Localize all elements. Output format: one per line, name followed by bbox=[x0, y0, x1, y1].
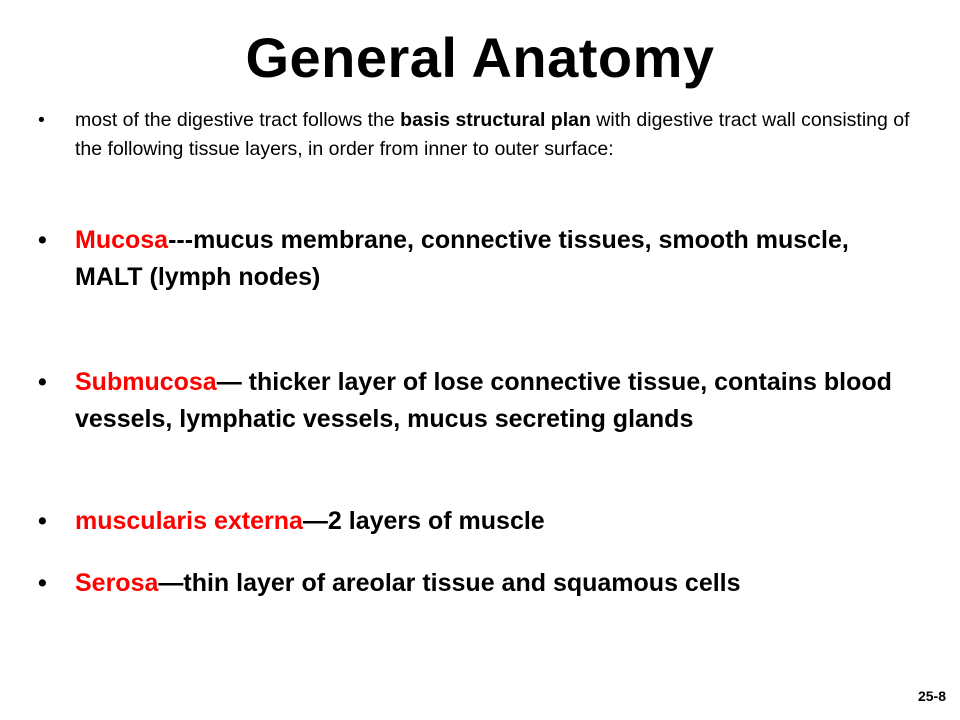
bullet-icon: • bbox=[38, 226, 47, 254]
layer-item-submucosa bbox=[38, 364, 918, 438]
layer-text bbox=[75, 503, 918, 540]
layer-description: —thin layer of areolar tissue and squamous cells bbox=[158, 569, 741, 597]
layer-term: Submucosa bbox=[75, 368, 217, 396]
intro-text-start: most of the digestive tract follows the bbox=[75, 109, 401, 131]
bullet-icon: • bbox=[38, 507, 47, 535]
layer-description: ---mucus membrane, connective tissues, smooth muscle, MALT (lymph nodes) bbox=[75, 226, 849, 291]
layer-description: —2 layers of muscle bbox=[302, 507, 545, 535]
bullet-icon: • bbox=[38, 368, 47, 396]
layer-item-mucosa bbox=[38, 222, 918, 296]
layer-item-serosa bbox=[38, 565, 918, 602]
layer-item-muscularis-externa bbox=[38, 503, 918, 540]
layer-term: Mucosa bbox=[75, 226, 169, 254]
intro-bullet bbox=[38, 106, 918, 164]
layer-description: — thicker layer of lose connective tissue, contains blood vessels, lymphatic vessels, mucus secreting glands bbox=[75, 368, 892, 433]
layer-term: Serosa bbox=[75, 569, 159, 597]
bullet-icon: • bbox=[38, 109, 45, 131]
bullet-icon: • bbox=[38, 569, 47, 597]
slide-title: General Anatomy bbox=[245, 26, 715, 89]
intro-text bbox=[75, 106, 918, 164]
intro-emphasis: basis structural plan bbox=[400, 109, 591, 131]
intro-text-end: with digestive tract wall consisting of the following tissue layers, in order from inner to outer surface: bbox=[75, 109, 910, 160]
layer-term: muscularis externa bbox=[75, 507, 303, 535]
layer-text bbox=[75, 364, 918, 438]
slide-number: 25-8 bbox=[917, 688, 946, 704]
layer-text bbox=[75, 222, 918, 296]
layer-text bbox=[75, 565, 918, 602]
